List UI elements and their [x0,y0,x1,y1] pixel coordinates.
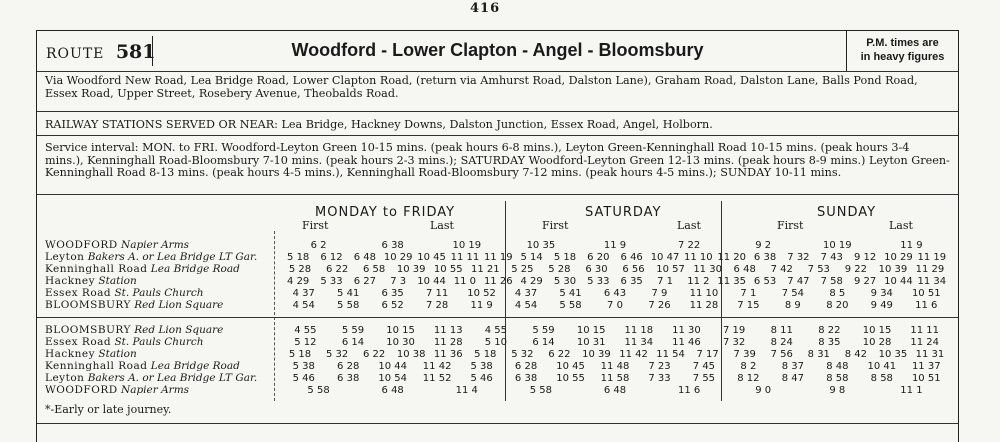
outbound-time-cell: 5 28 [548,264,571,275]
outbound-time-cell: 5 41 [559,288,582,299]
outbound-time-cell: 9 49 [870,300,893,311]
inbound-time-cell: 8 11 [770,325,793,336]
inbound-time-cell: 7 17 [696,349,719,360]
inbound-time-cell: 8 31 [807,349,830,360]
outbound-time-cell: 9 2 [755,240,772,251]
route-word: ROUTE [46,46,105,62]
inbound-time-cell: 5 18 [474,349,497,360]
inbound-time-cell: 10 51 [911,373,941,384]
inbound-time-cell: 5 59 [341,325,365,336]
stop-name: Leyton [45,372,85,384]
title-row [37,31,958,71]
outbound-time-cell: 6 53 [753,276,777,287]
outbound-time-cell: 8 5 [829,288,846,299]
via-text: Via Woodford New Road, Lea Bridge Road, Lower Clapton Road, (return via Amhurst Road, Dalston Lane), Graham Road, Dalston Lane, Balls Pond Road, Essex Road, Upper Street, Rosebery Avenue, Theobalds Road. [45,74,918,100]
footnote: *-Early or late journey. [45,403,172,416]
outbound-time-cell: 5 30 [553,276,577,287]
outbound-time-cell: 7 22 [677,240,701,251]
inbound-time-cell: 6 38 [514,373,538,384]
outbound-time-cell: 7 15 [737,300,760,311]
outbound-time-cell: 10 44 [417,276,446,287]
outbound-time-cell: 7 26 [648,300,671,311]
outbound-time-cell: 7 1 [740,288,757,299]
outbound-time-cell: 7 28 [425,300,449,311]
outbound-time-cell: 7 43 [820,252,843,263]
stop-sub: Lea Bridge Road [150,263,240,275]
outbound-time-cell: 7 32 [787,252,810,263]
outbound-time-cell: 4 37 [514,288,538,299]
outbound-time-cell: 5 33 [320,276,343,287]
inbound-time-cell: 10 38 [396,349,426,360]
stop-sub: Bakers A. or Lea Bridge LT Gar. [87,251,258,263]
outbound-time-cell: 6 58 [363,264,386,275]
inbound-time-cell: 6 48 [381,385,404,396]
header-sunday: SUNDAY [817,205,877,220]
stop-name: Hackney [45,348,96,360]
sun-last-label: Last [889,219,913,232]
outbound-time-cell: 11 28 [689,300,719,311]
inbound-time-cell: 11 18 [624,325,654,336]
inbound-time-cell: 6 14 [341,337,365,348]
outbound-time-cell: 11 9 [900,240,923,251]
inbound-time-cell: 5 12 [294,337,317,348]
railway-stations: RAILWAY STATIONS SERVED OR NEAR: Lea Bridge, Hackney Downs, Dalston Junction, Essex Road, Angel, Holborn. [45,118,713,131]
inbound-time-cell: 8 42 [844,349,867,360]
outbound-time-cell: 10 51 [911,288,941,299]
inbound-time-cell: 8 12 [737,373,760,384]
outbound-time-cell: 10 57 [656,264,685,275]
inbound-time-cell: 9 8 [829,385,846,396]
stop-bloomsbury [45,300,223,311]
inbound-time-cell: 7 39 [733,349,756,360]
stop-sub: Napier Arms [121,239,190,251]
stop-essex-road [45,288,203,299]
outbound-time-cell: 7 3 [390,276,407,287]
inbound-time-cell: 7 45 [692,361,716,372]
stop-name: Essex Road [45,287,112,299]
outbound-time-cell: 9 22 [844,264,867,275]
pm-note-line-1: P.M. times are [866,37,939,49]
outbound-time-cell: 10 19 [823,240,852,251]
inbound-time-cell: 6 28 [337,361,360,372]
divider [37,111,958,112]
outbound-time-cell: 10 45 [417,252,446,263]
stop-bloomsbury [45,325,223,336]
inbound-time-cell: 7 56 [770,349,793,360]
sat-last-label: Last [677,219,701,232]
divider [37,135,958,136]
outbound-time-cell: 11 26 [483,276,513,287]
outbound-time-cell: 5 18 [287,252,310,263]
inbound-time-cell: 11 36 [433,349,463,360]
outbound-time-cell: 7 9 [651,288,668,299]
outbound-time-cell: 10 55 [433,264,463,275]
stop-hackney [45,349,137,360]
inbound-time-cell: 11 4 [455,385,478,396]
outbound-time-cell: 11 19 [917,252,947,263]
pm-note [846,31,958,71]
outbound-time-cell: 6 48 [733,264,756,275]
outbound-time-cell: 10 52 [467,288,496,299]
stop-hackney [45,276,137,287]
outbound-time-cell: 11 2 [687,276,710,287]
stop-leyton [45,373,257,384]
inbound-time-cell: 10 54 [378,373,407,384]
inbound-time-cell: 11 48 [600,361,630,372]
outbound-time-cell: 5 41 [337,288,360,299]
inbound-time-cell: 11 11 [910,325,939,336]
inbound-time-cell: 11 28 [433,337,463,348]
outbound-time-cell: 6 20 [587,252,610,263]
outbound-time-cell: 11 21 [470,264,500,275]
inbound-time-cell: 10 44 [378,361,407,372]
divider [37,71,958,72]
outbound-time-cell: 7 1 [657,276,673,287]
inbound-time-cell: 8 58 [826,373,849,384]
outbound-time-cell: 6 2 [310,240,327,251]
inbound-time-cell: 6 22 [363,349,386,360]
outbound-time-cell: 9 12 [853,252,877,263]
stop-name: BLOOMSBURY [45,299,131,311]
inbound-time-cell: 11 52 [422,373,452,384]
inbound-time-cell: 6 38 [337,373,360,384]
stop-sub: Napier Arms [121,384,190,396]
stop-woodford [45,240,189,251]
pm-note-line-2: in heavy figures [860,51,945,63]
header-mon-fri: MONDAY to FRIDAY [315,205,456,220]
inbound-time-cell: 8 22 [818,325,841,336]
inbound-time-cell: 10 15 [862,325,892,336]
inbound-time-cell: 11 42 [422,361,452,372]
inbound-time-cell: 5 32 [511,349,534,360]
outbound-time-cell: 9 34 [870,288,893,299]
outbound-time-cell: 6 35 [620,276,643,287]
outbound-time-cell: 6 22 [325,264,349,275]
stop-leyton [45,252,257,263]
inbound-time-cell: 11 30 [672,325,701,336]
route-title: Woodford - Lower Clapton - Angel - Bloomsbury [291,40,704,60]
inbound-time-cell: 10 15 [576,325,606,336]
inbound-time-cell: 8 24 [770,337,793,348]
inbound-time-cell: 7 19 [722,325,746,336]
inbound-time-cell: 5 59 [532,325,555,336]
outbound-time-cell: 10 29 [383,252,413,263]
outbound-time-cell: 6 12 [320,252,343,263]
inbound-time-cell: 11 13 [433,325,463,336]
stop-name: Hackney [45,275,96,287]
outbound-time-cell: 11 10 [689,288,719,299]
inbound-time-cell: 10 39 [582,349,611,360]
inbound-time-cell: 5 10 [484,337,508,348]
inbound-time-cell: 8 2 [740,361,757,372]
outbound-time-cell: 4 54 [292,300,315,311]
outbound-time-cell: 4 29 [520,276,543,287]
stop-name: WOODFORD [45,384,118,396]
inbound-time-cell: 10 41 [867,361,897,372]
stop-sub: Red Lion Square [134,299,224,311]
inbound-time-cell: 5 38 [470,361,493,372]
header-saturday: SATURDAY [585,205,662,220]
inbound-time-cell: 11 58 [600,373,630,384]
outbound-time-cell: 11 10 [684,252,713,263]
stop-sub: Red Lion Square [134,324,224,336]
outbound-time-cell: 10 44 [884,276,913,287]
inbound-time-cell: 5 38 [292,361,315,372]
outbound-time-cell: 11 34 [917,276,947,287]
outbound-time-cell: 10 39 [878,264,908,275]
stop-name: Kenninghall Road [45,263,148,275]
inbound-time-cell: 11 6 [677,385,701,396]
route-number: 581 [115,41,156,63]
sat-first-label: First [542,219,569,232]
outbound-time-cell: 6 30 [585,264,608,275]
divider [37,423,958,424]
inbound-time-cell: 6 14 [532,337,555,348]
stop-woodford [45,385,189,396]
inbound-time-cell: 11 34 [624,337,654,348]
outbound-time-cell: 7 54 [781,288,804,299]
outbound-time-cell: 7 58 [820,276,843,287]
inbound-time-cell: 5 46 [292,373,315,384]
outbound-time-cell: 5 58 [559,300,582,311]
outbound-time-cell: 7 47 [787,276,810,287]
inbound-time-cell: 8 35 [818,337,841,348]
outbound-time-cell: 11 9 [603,240,627,251]
stop-sub: Bakers A. or Lea Bridge LT Gar. [87,372,258,384]
outbound-time-cell: 10 19 [452,240,482,251]
stop-name: Essex Road [45,336,112,348]
mf-last-label: Last [430,219,454,232]
inbound-time-cell: 11 54 [656,349,685,360]
inbound-time-cell: 6 28 [514,361,538,372]
outbound-time-cell: 6 46 [620,252,643,263]
inbound-time-cell: 8 47 [781,373,804,384]
inbound-time-cell: 10 55 [556,373,585,384]
stop-sub: St. Pauls Church [114,336,204,348]
inbound-time-cell: 10 31 [576,337,606,348]
service-interval: Service interval: MON. to FRI. Woodford-Leyton Green 10-15 mins. (peak hours 6-8 mins.), Leyton Green-Kenninghall Road 10-15 mins. (peak hours 3-4 mins.), Kenninghall Road-Bloomsbury 7-10 mins. (peak hours 2-3 mins.); SATURDAY Woodford-Leyton Green 12-13 mins. (peak hours 8-9 mins.) Leyton Green-Kenninghall Road 8-13 mins. (peak hours 4-5 mins.), Kenninghall Road-Bloomsbury 7-12 mins. (peak hours 4-5 mins.); SUNDAY 10-11 mins. [45,141,950,179]
outbound-time-cell: 8 20 [826,300,849,311]
outbound-time-cell: 5 25 [511,264,534,275]
outbound-time-cell: 11 19 [483,252,513,263]
inbound-time-cell: 11 37 [911,361,941,372]
inbound-time-cell: 10 28 [862,337,892,348]
stop-name: Kenninghall Road [45,360,148,372]
direction-divider [37,317,958,318]
sun-first-label: First [777,219,804,232]
outbound-time-cell: 6 35 [381,288,404,299]
page-number: 416 [470,1,501,16]
outbound-time-cell: 8 9 [784,300,801,311]
outbound-time-cell: 11 29 [915,264,945,275]
inbound-time-cell: 4 55 [294,325,317,336]
inbound-time-cell: 11 31 [915,349,945,360]
inbound-time-cell: 11 24 [910,337,939,348]
outbound-time-cell: 11 6 [915,300,938,311]
inbound-time-cell: 7 55 [692,373,716,384]
inbound-time-cell: 9 0 [755,385,772,396]
stop-kenninghall [45,361,240,372]
outbound-time-cell: 11 11 [450,252,480,263]
outbound-time-cell: 10 29 [884,252,913,263]
stop-sub: St. Pauls Church [114,287,204,299]
inbound-time-cell: 5 58 [307,385,330,396]
inbound-time-cell: 6 22 [548,349,571,360]
outbound-time-cell: 6 48 [353,252,376,263]
mf-first-label: First [302,219,329,232]
inbound-time-cell: 5 18 [288,349,312,360]
inbound-time-cell: 7 23 [648,361,671,372]
outbound-time-cell: 6 43 [603,288,627,299]
outbound-time-cell: 11 20 [717,252,747,263]
inbound-time-cell: 10 30 [386,337,415,348]
inbound-time-cell: 5 32 [325,349,349,360]
outbound-time-cell: 11 35 [717,276,747,287]
outbound-time-cell: 4 37 [292,288,315,299]
stop-sub: Station [98,275,137,287]
outbound-time-cell: 9 27 [853,276,877,287]
outbound-time-cell: 11 30 [693,264,722,275]
stop-kenninghall [45,264,240,275]
outbound-time-cell: 10 35 [526,240,556,251]
inbound-time-cell: 4 55 [484,325,508,336]
inbound-time-cell: 5 46 [470,373,493,384]
outbound-time-cell: 11 0 [453,276,477,287]
stop-name: BLOOMSBURY [45,324,131,336]
timetable-frame [36,30,959,442]
column-divider [274,231,275,401]
outbound-time-cell: 4 54 [514,300,538,311]
inbound-time-cell: 11 42 [619,349,648,360]
outbound-time-cell: 5 33 [587,276,610,287]
outbound-time-cell: 7 0 [607,300,623,311]
inbound-time-cell: 11 1 [900,385,923,396]
stop-sub: Station [98,348,137,360]
outbound-time-cell: 11 9 [470,300,493,311]
divider [37,194,958,195]
outbound-time-cell: 7 53 [807,264,830,275]
inbound-time-cell: 10 45 [556,361,585,372]
outbound-time-cell: 5 14 [520,252,543,263]
outbound-time-cell: 5 18 [553,252,577,263]
inbound-time-cell: 5 58 [529,385,553,396]
inbound-time-cell: 6 48 [603,385,627,396]
inbound-time-cell: 8 48 [826,361,849,372]
inbound-time-cell: 10 35 [878,349,908,360]
inbound-time-cell: 7 32 [722,337,746,348]
outbound-time-cell: 6 52 [381,300,404,311]
stop-sub: Lea Bridge Road [150,360,240,372]
stop-name: Leyton [45,251,85,263]
outbound-time-cell: 6 56 [622,264,645,275]
outbound-time-cell: 5 28 [288,264,312,275]
outbound-time-cell: 5 58 [337,300,360,311]
outbound-time-cell: 6 38 [753,252,777,263]
outbound-time-cell: 10 39 [396,264,426,275]
outbound-time-cell: 7 11 [425,288,449,299]
inbound-time-cell: 10 15 [386,325,415,336]
outbound-time-cell: 4 29 [287,276,310,287]
outbound-time-cell: 7 42 [770,264,793,275]
inbound-time-cell: 8 37 [781,361,804,372]
inbound-time-cell: 11 46 [672,337,701,348]
inbound-time-cell: 7 33 [648,373,671,384]
outbound-time-cell: 6 38 [381,240,404,251]
stop-essex-road [45,337,203,348]
stop-name: WOODFORD [45,239,118,251]
outbound-time-cell: 6 27 [353,276,376,287]
inbound-time-cell: 8 58 [870,373,893,384]
outbound-time-cell: 10 47 [650,252,680,263]
